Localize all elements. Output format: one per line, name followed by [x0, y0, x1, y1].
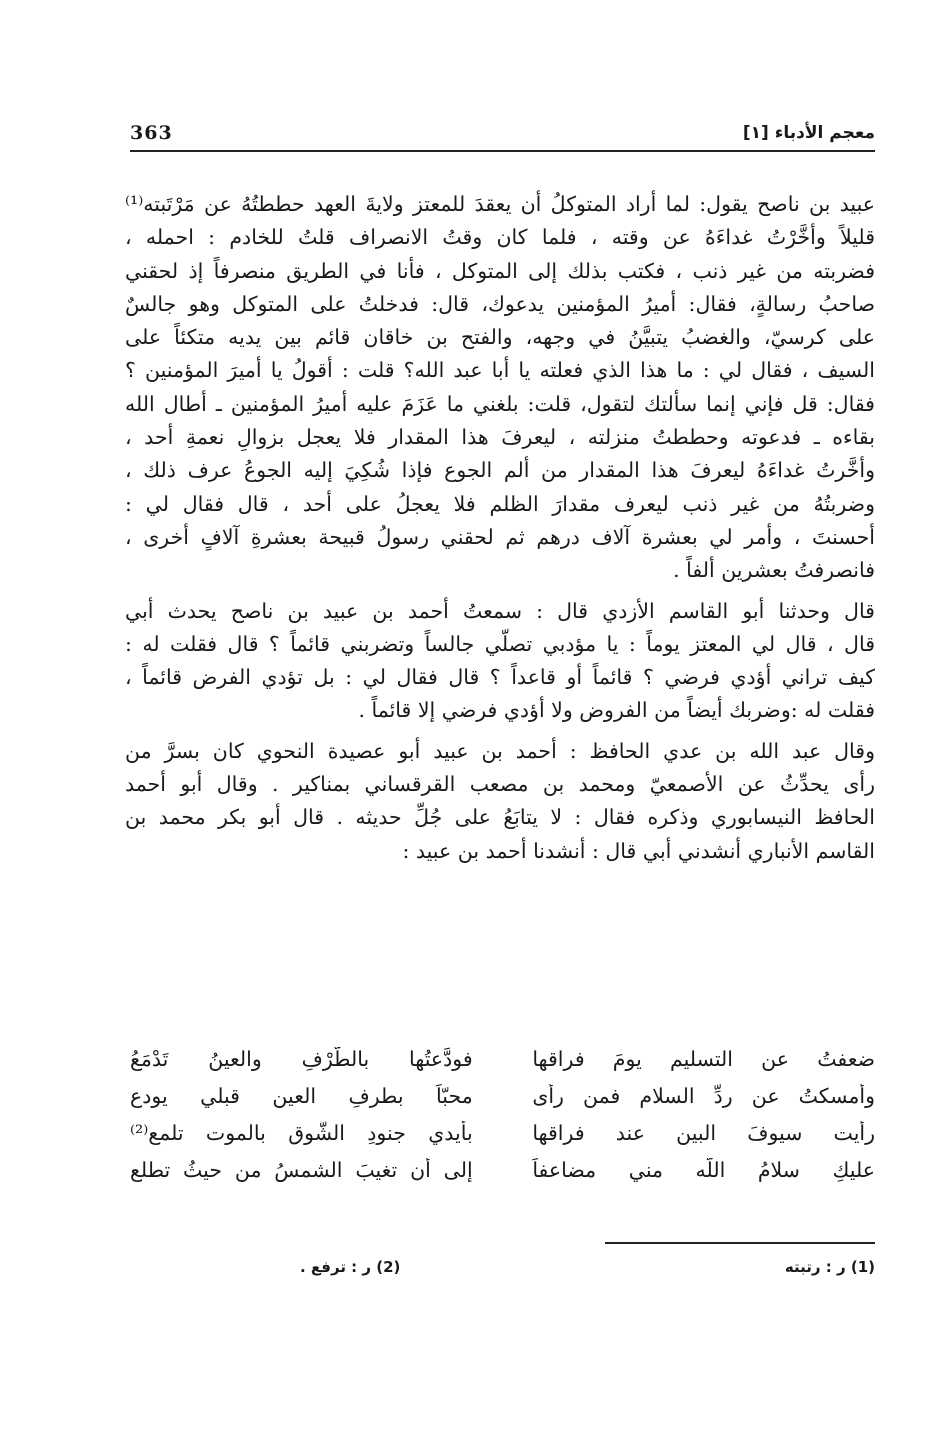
paragraph-3	[125, 735, 875, 868]
text-line: القاسم الأنباري أنشدني أبي قال : أنشدنا أحمد بن عبيد :	[402, 838, 875, 863]
verse-second-hemistich: بأيدي جنودِ الشَّوق بالموت تلمع⁽²⁾	[130, 1120, 473, 1145]
verse-first-hemistich: رأيت سيوفَ البين عند فراقها	[532, 1120, 875, 1145]
text-line: الحافظ النيسابوري وذكره فقال : لا يتابَعُ على جُلِّ حديثه . قال أبو بكر محمد بن	[125, 805, 875, 830]
footnote-1: (1) ر : رتبته	[784, 1258, 875, 1276]
body-text	[125, 188, 875, 868]
verse-line	[130, 1077, 875, 1114]
verse-line	[130, 1114, 875, 1151]
text-line: بقاءه ـ فدعوته وحططتُ منزلته ، ليعرفَ هذا المقدار فلا يعجل بزوالِ نعمةِ أحد ،	[125, 425, 875, 450]
footnote-rule	[605, 1242, 875, 1244]
text-line: وقال عبد الله بن عدي الحافظ : أحمد بن عبيد أبو عصيدة النحوي كان بسرَّ من	[125, 738, 875, 763]
verse-first-hemistich: وأمسكتُ عن ردِّ السلام فمن رأى	[532, 1083, 875, 1108]
text-line: رأى يحدِّثُ عن الأصمعيّ ومحمد بن مصعب القرقساني بمناكير . وقال أبو أحمد	[125, 772, 875, 797]
running-title: معجم الأدباء [١]	[742, 123, 875, 143]
text-line: قال ، قال لي المعتز يوماً : يا مؤدبي تصلّي جالساً وتضربني قائماً ؟ قال فقلت له :	[125, 631, 875, 656]
text-line: قليلاً وأخَّرْتُ غداءَهُ عن وقته ، فلما كان وقتُ الانصراف قلتُ للخادم : احمله ،	[125, 225, 875, 250]
running-header	[130, 118, 875, 148]
text-line: فانصرفتُ بعشرين ألفاً .	[673, 558, 875, 583]
text-line: عبيد بن ناصح يقول: لما أراد المتوكلُ أن يعقدَ للمعتز ولايةَ العهد حططتُهُ عن مَرْتَبته⁽¹⁾	[125, 192, 875, 216]
paragraph-2	[125, 595, 875, 728]
verse-second-hemistich: فودَّعتُها بالطَّرْفِ والعينُ تَدْمَعُ	[130, 1046, 473, 1071]
header-rule	[130, 150, 875, 152]
text-line: السيف ، فقال لي : ما هذا الذي فعلته يا أبا عبد الله؟ قلت : أقولُ يا أميرَ المؤمنين ؟	[125, 358, 875, 383]
text-line: على كرسيّ، والغضبُ يتبيَّنُ في وجهه، والفتح بن خاقان قائم بين يديه متكئاً على	[125, 325, 875, 350]
text-line: كيف تراني أؤدي فرضي ؟ قائماً أو قاعداً ؟ قال فقال لي : بل تؤدي الفرض قائماً ،	[125, 665, 875, 690]
text-line: أحسنتَ ، وأمر لي بعشرة آلاف درهم ثم لحقني رسولُ قبيحة بعشرةِ آلافٍ أخرى ،	[125, 524, 875, 549]
text-line: فقال: قل فإني إنما سألتك لتقول، قلت: بلغني ما عَزَمَ عليه أميرُ المؤمنين ـ أطال الله	[125, 391, 875, 416]
paragraph-1	[125, 188, 875, 588]
text-line: قال وحدثنا أبو القاسم الأزدي قال : سمعتُ أحمد بن عبيد بن ناصح يحدث أبي	[125, 598, 875, 623]
text-line: فقلت له :وضربك أيضاً من الفروض ولا أؤدي فرضي إلا قائماً .	[358, 698, 875, 723]
page-number: 363	[130, 122, 173, 144]
verse-line	[130, 1151, 875, 1188]
verse-first-hemistich: ضعفتُ عن التسليم يومَ فراقها	[532, 1046, 875, 1071]
verse-second-hemistich: محبّاً بطرفِ العين قبلي يودع	[130, 1083, 473, 1108]
poem	[130, 1040, 875, 1188]
text-line: وضربتُهُ من غير ذنب ليعرف مقدارَ الظلم فلا يعجلُ على أحد ، قال فقال لي :	[125, 491, 875, 516]
footnotes	[300, 1258, 875, 1276]
verse-second-hemistich: إلى أن تغيبَ الشمسُ من حيثُ تطلع	[130, 1157, 473, 1182]
text-line: صاحبُ رسالةٍ، فقال: أميرُ المؤمنين يدعوك، قال: فدخلتُ على المتوكل وهو جالسٌ	[125, 291, 875, 316]
verse-line	[130, 1040, 875, 1077]
text-line: فضربته من غير ذنب ، فكتب بذلك إلى المتوكل ، فأنا في الطريق منصرفاً إذ لحقني	[125, 258, 875, 283]
footnote-2: (2) ر : ترفع .	[300, 1258, 401, 1276]
verse-first-hemistich: عليكِ سلامُ اللّه مني مضاعفاً	[532, 1157, 875, 1182]
text-line: وأخَّرتُ غداءَهُ ليعرفَ هذا المقدار من ألم الجوع فإذا شُكِيَ إليه الجوعُ عرف ذلك ،	[125, 458, 875, 483]
